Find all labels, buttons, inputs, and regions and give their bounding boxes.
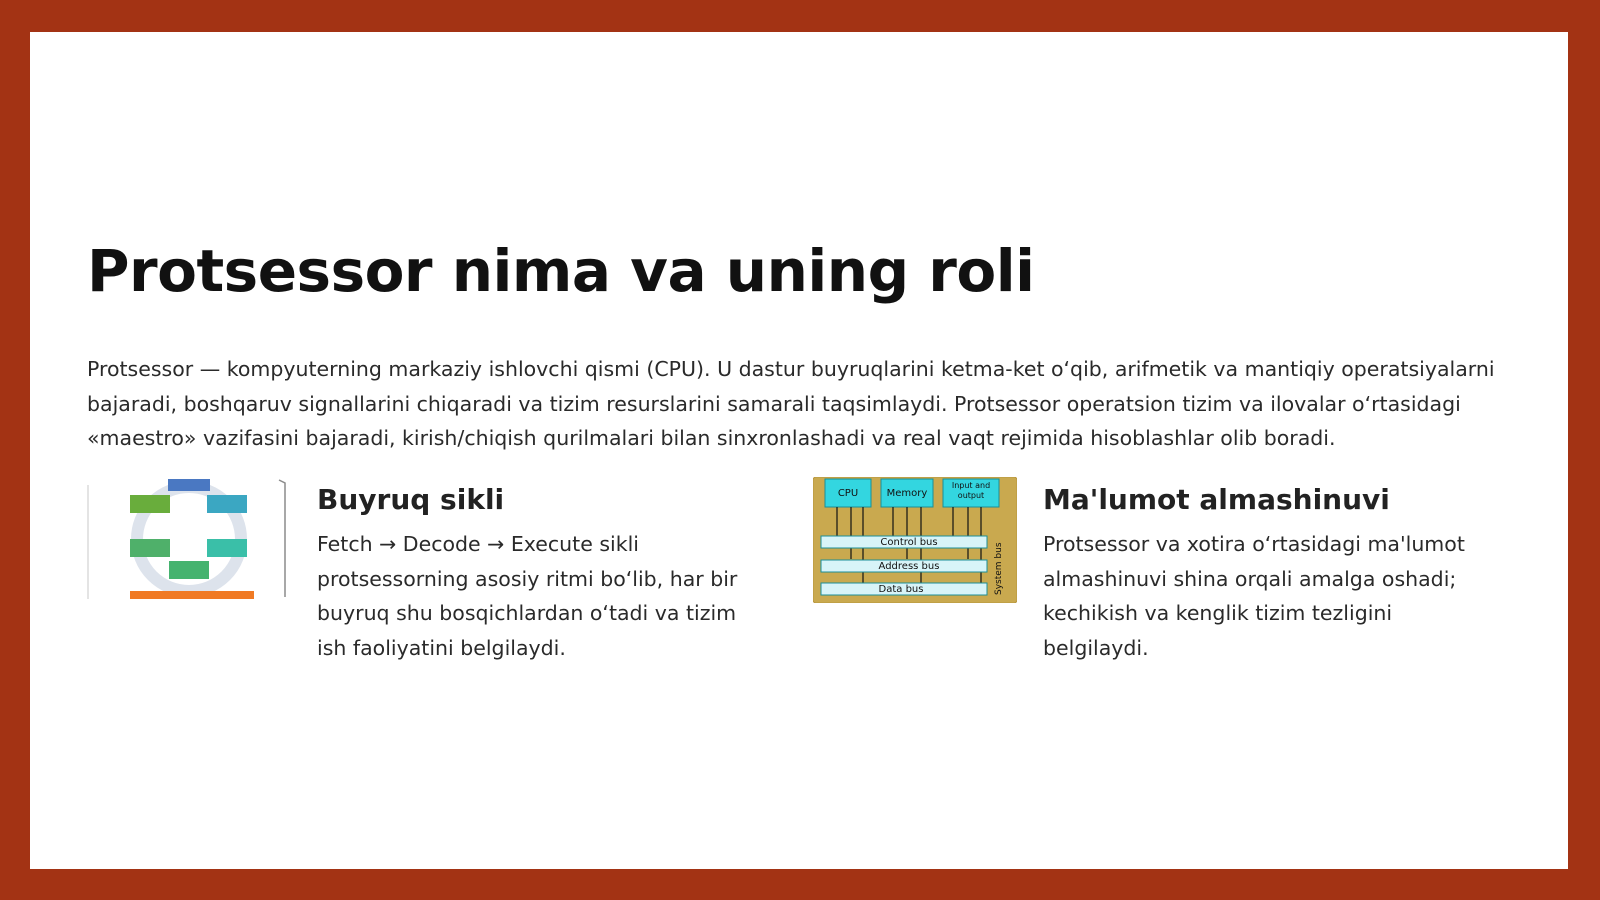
io-label-line1: Input and bbox=[951, 481, 991, 490]
system-bus-diagram-icon bbox=[813, 477, 1017, 603]
slide bbox=[30, 32, 1568, 869]
card-text: Protsessor va xotira o‘rtasidagi ma'lumot almashinuvi shina orqali amalga oshadi; kechikish va kenglik tizim tezligini belgilaydi. bbox=[1043, 532, 1465, 660]
card-text: Fetch → Decode → Execute sikli protsessorning asosiy ritmi bo‘lib, har bir buyruq shu bosqichlardan o‘tadi va tizim ish faoliyatini belgilaydi. bbox=[317, 532, 738, 660]
address-bus-label: Address bus bbox=[878, 561, 940, 572]
card-heading: Ma'lumot almashinuvi bbox=[1043, 483, 1390, 516]
instruction-cycle-diagram-icon bbox=[87, 477, 291, 602]
intro-paragraph: Protsessor — kompyuterning markaziy ishlovchi qismi (CPU). U dastur buyruqlarini ketma-ket o‘qib, arifmetik va mantiqiy operatsiyalarni bajaradi, boshqaruv signallarini chiqaradi va tizim resurslarini samarali taqsimlaydi. Protsessor operatsion tizim va ilovalar o‘rtasidagi «maestro» vazifasini bajaradi, kirish/chiqish qurilmalari bilan sinxronlashadi va real vaqt rejimida hisoblashlar olib boradi. bbox=[87, 357, 1495, 450]
io-label-line2: output bbox=[957, 491, 985, 500]
memory-label: Memory bbox=[886, 488, 928, 499]
card-heading: Buyruq sikli bbox=[317, 483, 505, 516]
cpu-label: CPU bbox=[837, 488, 859, 499]
control-bus-label: Control bus bbox=[880, 537, 938, 548]
page-title: Protsessor nima va uning roli bbox=[87, 237, 1035, 305]
data-bus-label: Data bus bbox=[878, 584, 924, 595]
system-bus-label: System bus bbox=[994, 542, 1004, 595]
